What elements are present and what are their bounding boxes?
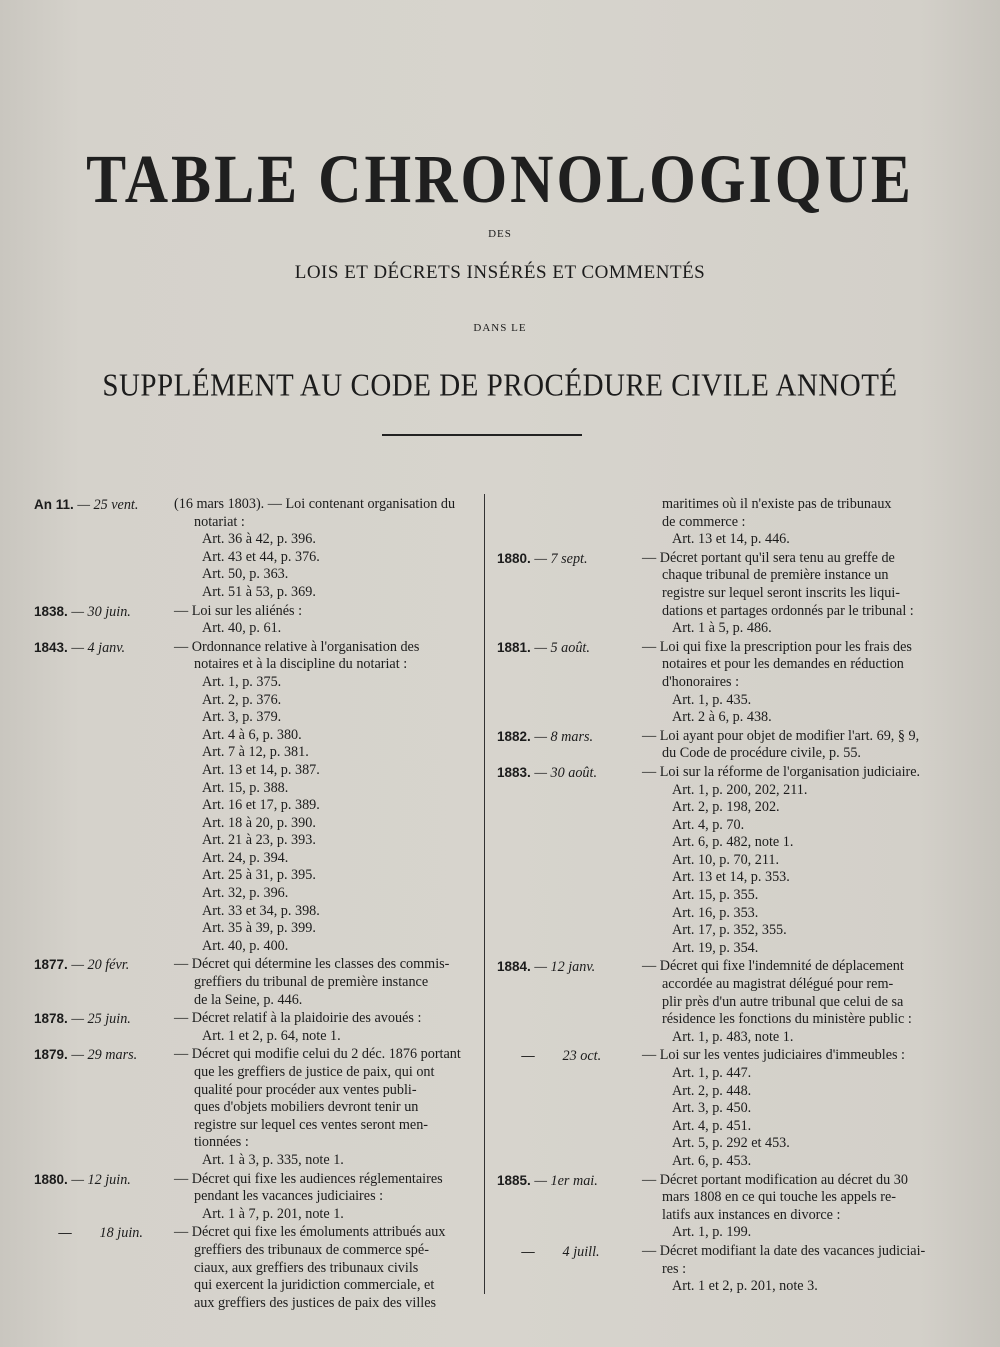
article-reference: Art. 15, p. 355. xyxy=(672,887,759,904)
entry-day: — 30 août. xyxy=(534,764,598,781)
entry-description-line: notaires et pour les demandes en réduction xyxy=(662,656,904,673)
entry-description: — Loi sur les ventes judiciaires d'immeubles : xyxy=(642,1047,906,1064)
supplement-title: SUPPLÉMENT AU CODE DE PROCÉDURE CIVILE ANNOTÉ xyxy=(102,368,898,404)
entry-day: — 12 juin. xyxy=(71,1171,131,1188)
article-reference: Art. 1 à 5, p. 486. xyxy=(672,620,772,637)
entry-description: — Décret qui détermine les classes des commis- xyxy=(174,956,450,973)
entry-description: (16 mars 1803). — Loi contenant organisation du xyxy=(174,496,456,512)
entry-day: — 25 juin. xyxy=(71,1011,131,1028)
chronology-entry xyxy=(34,1046,474,1169)
chronology-entry xyxy=(497,1047,937,1170)
entry-description-line: d'honoraires : xyxy=(662,673,740,690)
entry-date xyxy=(34,956,129,975)
entry-description-line: aux greffiers des justices de paix des villes xyxy=(194,1294,437,1311)
article-reference: Art. 36 à 42, p. 396. xyxy=(202,531,316,548)
title-connector-des: DES xyxy=(488,228,512,240)
entry-day: — 1er mai. xyxy=(534,1172,598,1189)
article-reference: Art. 4 à 6, p. 380. xyxy=(202,726,302,743)
entry-day: — 7 sept. xyxy=(534,550,588,567)
article-reference: Art. 17, p. 352, 355. xyxy=(672,922,787,939)
entry-description-line: latifs aux instances en divorce : xyxy=(662,1206,841,1223)
article-reference: Art. 40, p. 400. xyxy=(202,937,289,954)
entry-day: — 29 mars. xyxy=(71,1047,138,1064)
entry-description: — Décret relatif à la plaidoirie des avoués : xyxy=(174,1010,422,1027)
article-reference: Art. 51 à 53, p. 369. xyxy=(202,583,316,600)
title-rule xyxy=(382,434,582,436)
entry-description: — Loi qui fixe la prescription pour les frais des xyxy=(642,638,912,655)
entry-description: — Décret modifiant la date des vacances judiciai- xyxy=(642,1242,926,1259)
entry-description-line: qui exercent la juridiction commerciale, et xyxy=(194,1277,435,1294)
entry-year: — xyxy=(58,1225,72,1241)
article-reference: Art. 3, p. 450. xyxy=(672,1100,752,1117)
entry-description-line: greffiers des tribunaux de commerce spé- xyxy=(194,1241,429,1258)
entry-day: — 8 mars. xyxy=(534,728,594,745)
entry-description-line: chaque tribunal de première instance un xyxy=(662,567,889,584)
left-column xyxy=(34,496,474,1312)
entry-date xyxy=(34,639,125,658)
entry-description-line: de la Seine, p. 446. xyxy=(194,991,303,1008)
article-reference: Art. 1, p. 200, 202, 211. xyxy=(672,781,808,798)
entry-description-line: qualité pour procéder aux ventes publi- xyxy=(194,1081,417,1098)
article-reference: Art. 1 et 2, p. 64, note 1. xyxy=(202,1027,341,1044)
entry-year: 1885. xyxy=(497,1172,531,1188)
entry-date xyxy=(34,1046,137,1065)
entry-year: 1883. xyxy=(497,764,531,780)
entry-year: — xyxy=(521,1048,535,1064)
entry-year: 1881. xyxy=(497,639,531,655)
chronology-entry xyxy=(34,603,474,638)
article-reference: Art. 43 et 44, p. 376. xyxy=(202,548,320,565)
article-reference: Art. 13 et 14, p. 446. xyxy=(672,531,790,548)
entry-day: 18 juin. xyxy=(99,1225,143,1242)
entry-date xyxy=(497,764,597,783)
entry-date xyxy=(497,728,593,747)
entry-year: 1884. xyxy=(497,959,531,975)
entry-description-line: du Code de procédure civile, p. 55. xyxy=(662,745,861,762)
entry-date xyxy=(497,1172,598,1191)
entry-year: 1880. xyxy=(34,1171,68,1187)
chronology-entry xyxy=(497,639,937,727)
article-reference: Art. 1, p. 375. xyxy=(202,673,282,690)
article-reference: Art. 1, p. 199. xyxy=(672,1224,752,1241)
article-reference: Art. 13 et 14, p. 353. xyxy=(672,869,790,886)
article-reference: Art. 1 à 7, p. 201, note 1. xyxy=(202,1205,344,1222)
entry-year: 1879. xyxy=(34,1047,68,1063)
entry-description-line: ques d'objets mobiliers devront tenir un xyxy=(194,1099,419,1116)
article-reference: Art. 1, p. 435. xyxy=(672,691,752,708)
entry-date xyxy=(34,1171,131,1190)
entry-description-line: registre sur lequel ces ventes seront men- xyxy=(194,1116,429,1133)
article-reference: Art. 6, p. 482, note 1. xyxy=(672,834,794,851)
column-divider xyxy=(484,494,485,1294)
entry-day: 4 juill. xyxy=(562,1243,600,1260)
entry-year: — xyxy=(521,1243,535,1259)
article-reference: Art. 1 et 2, p. 201, note 3. xyxy=(672,1278,818,1295)
entry-description-line: registre sur lequel seront inscrits les liqui- xyxy=(662,584,900,601)
entry-description-line: tionnées : xyxy=(194,1134,249,1151)
entry-year: 1878. xyxy=(34,1011,68,1027)
article-reference: Art. 15, p. 388. xyxy=(202,779,289,796)
entry-date xyxy=(497,1047,601,1066)
chronology-entry xyxy=(497,550,937,638)
article-reference: Art. 1, p. 447. xyxy=(672,1065,752,1081)
article-reference: Art. 21 à 23, p. 393. xyxy=(202,832,316,849)
chronology-entry xyxy=(34,1010,474,1045)
entry-description: — Décret qui fixe l'indemnité de déplacement xyxy=(642,958,904,975)
chronology-entry xyxy=(34,1224,474,1312)
article-reference: Art. 35 à 39, p. 399. xyxy=(202,920,316,937)
chronology-entry xyxy=(497,958,937,1046)
entry-description: — Loi ayant pour objet de modifier l'art. 69, § 9, xyxy=(642,727,920,744)
chronology-entry xyxy=(497,496,937,549)
article-reference: Art. 4, p. 451. xyxy=(672,1117,752,1134)
article-reference: Art. 16, p. 353. xyxy=(672,904,759,921)
right-column xyxy=(497,496,937,1296)
entry-description-line: de commerce : xyxy=(662,513,746,530)
chronology-entry xyxy=(34,639,474,956)
entry-description-line: accordée au magistrat délégué pour rem- xyxy=(662,976,894,993)
article-reference: Art. 13 et 14, p. 387. xyxy=(202,761,320,778)
entry-description-line: résidence les fonctions du ministère public : xyxy=(662,1011,912,1028)
chronology-entry xyxy=(497,1172,937,1242)
entry-day: — 30 juin. xyxy=(71,603,131,620)
article-reference: Art. 16 et 17, p. 389. xyxy=(202,797,320,814)
article-reference: Art. 1 à 3, p. 335, note 1. xyxy=(202,1151,344,1168)
article-reference: Art. 10, p. 70, 211. xyxy=(672,851,780,868)
chronology-entry xyxy=(497,1243,937,1296)
title-connector-dans: DANS LE xyxy=(473,322,527,334)
entry-year: An 11. xyxy=(34,497,74,512)
article-reference: Art. 25 à 31, p. 395. xyxy=(202,867,316,884)
entry-description-line: res : xyxy=(662,1260,687,1277)
entry-description: — Ordonnance relative à l'organisation des xyxy=(174,638,420,655)
entry-description: — Loi sur la réforme de l'organisation judiciaire. xyxy=(642,763,921,780)
entry-description-line: maritimes où il n'existe pas de tribunaux xyxy=(662,496,892,512)
article-reference: Art. 2 à 6, p. 438. xyxy=(672,709,772,726)
entry-date xyxy=(497,1243,600,1262)
page-subtitle: LOIS ET DÉCRETS INSÉRÉS ET COMMENTÉS xyxy=(294,262,706,283)
entry-year: 1843. xyxy=(34,639,68,655)
article-reference: Art. 3, p. 379. xyxy=(202,709,282,726)
entry-description: — Décret portant qu'il sera tenu au greffe de xyxy=(642,549,895,566)
article-reference: Art. 2, p. 198, 202. xyxy=(672,799,780,816)
entry-description-line: notaires et à la discipline du notariat : xyxy=(194,656,408,673)
entry-description: — Décret qui fixe les émoluments attribués aux xyxy=(174,1224,446,1241)
article-reference: Art. 50, p. 363. xyxy=(202,566,289,583)
entry-description: — Loi sur les aliénés : xyxy=(174,602,303,619)
entry-description: — Décret qui modifie celui du 2 déc. 1876 portant xyxy=(174,1046,461,1063)
article-reference: Art. 33 et 34, p. 398. xyxy=(202,902,320,919)
chronology-entry xyxy=(497,728,937,763)
entry-description: — Décret qui fixe les audiences réglementaires xyxy=(174,1170,443,1187)
entry-year: 1838. xyxy=(34,603,68,619)
entry-date xyxy=(497,958,595,977)
article-reference: Art. 5, p. 292 et 453. xyxy=(672,1135,790,1152)
chronology-entry xyxy=(34,956,474,1009)
entry-day: — 25 vent. xyxy=(77,497,139,513)
entry-description-line: plir près d'un autre tribunal que celui de sa xyxy=(662,993,904,1010)
entry-year: 1880. xyxy=(497,550,531,566)
entry-description: — Décret portant modification au décret du 30 xyxy=(642,1171,908,1188)
entry-description-line: dations et partages ordonnés par le tribunal : xyxy=(662,602,914,619)
entry-description-line: ciaux, aux greffiers des tribunaux civils xyxy=(194,1259,419,1276)
entry-year: 1877. xyxy=(34,957,68,973)
entry-description-line: greffiers du tribunal de première instance xyxy=(194,974,429,991)
article-reference: Art. 1, p. 483, note 1. xyxy=(672,1028,794,1045)
entry-description-line: mars 1808 en ce qui touche les appels re- xyxy=(662,1189,897,1206)
entry-date xyxy=(34,603,131,622)
entry-year: 1882. xyxy=(497,728,531,744)
chronology-entry xyxy=(497,764,937,958)
chronology-entry xyxy=(34,1171,474,1224)
entry-date xyxy=(497,550,588,569)
entry-date xyxy=(34,496,138,515)
entry-day: — 20 févr. xyxy=(71,957,130,974)
entry-date xyxy=(34,1224,143,1243)
entry-day: 23 oct. xyxy=(562,1048,602,1065)
entry-day: — 12 janv. xyxy=(534,959,596,976)
entry-day: — 5 août. xyxy=(534,639,590,656)
article-reference: Art. 2, p. 448. xyxy=(672,1082,752,1099)
article-reference: Art. 18 à 20, p. 390. xyxy=(202,814,316,831)
article-reference: Art. 32, p. 396. xyxy=(202,885,289,902)
article-reference: Art. 19, p. 354. xyxy=(672,939,759,956)
entry-date xyxy=(497,639,590,658)
entry-description-line: pendant les vacances judiciaires : xyxy=(194,1188,384,1205)
article-reference: Art. 6, p. 453. xyxy=(672,1152,752,1169)
entry-description-line: que les greffiers de justice de paix, qui ont xyxy=(194,1064,435,1080)
entry-description-line: notariat : xyxy=(194,513,245,530)
article-reference: Art. 4, p. 70. xyxy=(672,816,745,833)
article-reference: Art. 24, p. 394. xyxy=(202,849,289,866)
chronology-entry xyxy=(34,496,474,602)
entry-day: — 4 janv. xyxy=(71,639,126,656)
page-title: TABLE CHRONOLOGIQUE xyxy=(86,141,914,218)
article-reference: Art. 2, p. 376. xyxy=(202,691,282,708)
article-reference: Art. 40, p. 61. xyxy=(202,620,282,637)
entry-date xyxy=(34,1010,131,1029)
article-reference: Art. 7 à 12, p. 381. xyxy=(202,744,309,761)
